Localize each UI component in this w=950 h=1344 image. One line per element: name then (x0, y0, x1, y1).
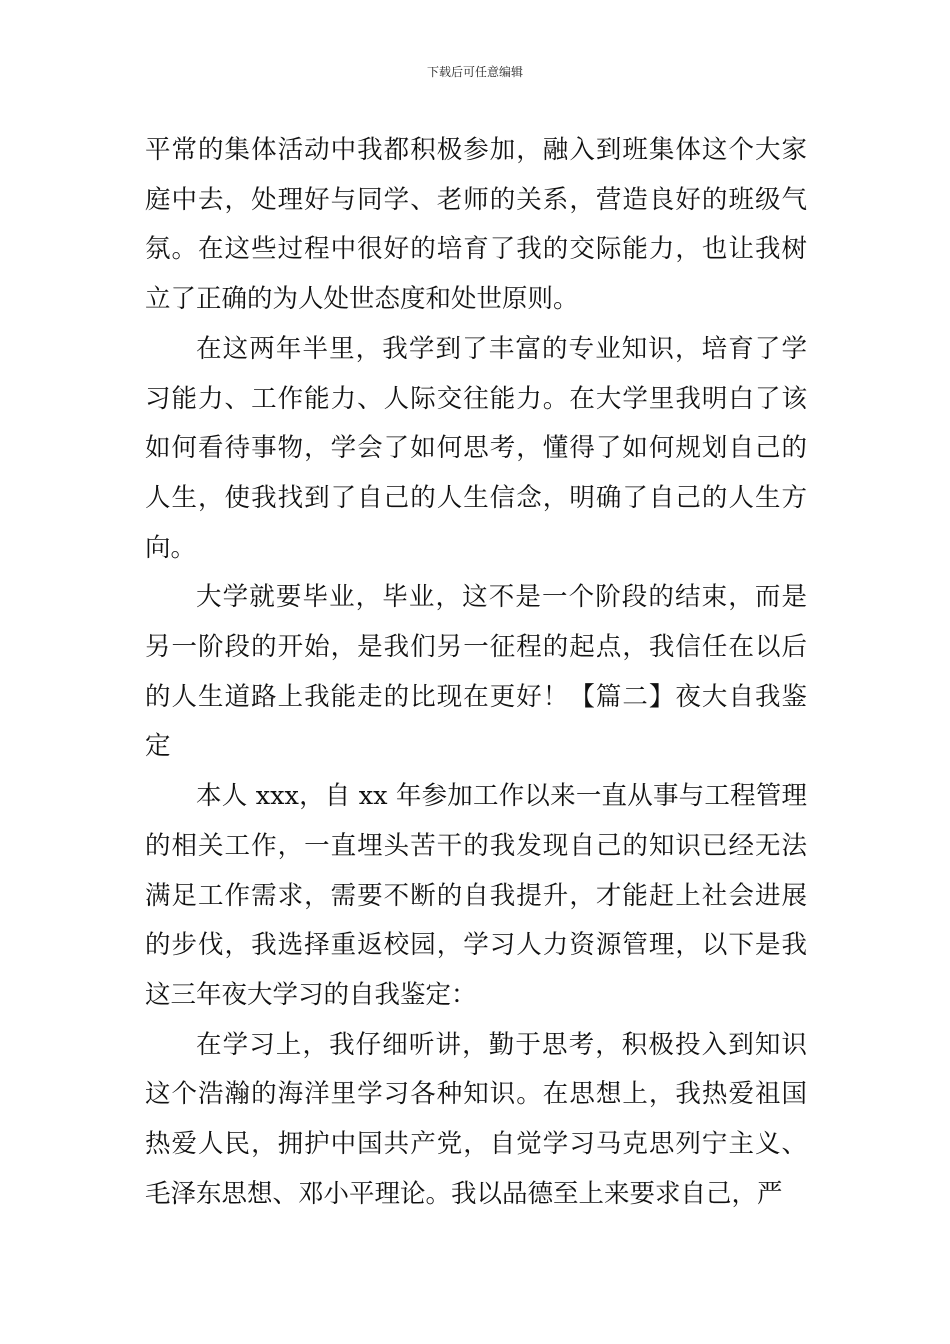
page-header: 下载后可任意编辑 (426, 65, 523, 79)
document-body (145, 126, 807, 1219)
paragraph: 本人 xxx，自 xx 年参加工作以来一直从事与工程管理的相关工作，一直埋头苦干的我发现自己的知识已经无法满足工作需求，需要不断的自我提升，才能赶上社会进展的步伐，我选择重返校园，学习人力资源管理，以下是我这三年夜大学习的自我鉴定： (145, 781, 807, 1010)
paragraph: 在这两年半里，我学到了丰富的专业知识，培育了学习能力、工作能力、人际交往能力。在大学里我明白了该如何看待事物，学会了如何思考，懂得了如何规划自己的人生，使我找到了自己的人生信念，明确了自己的人生方向。 (145, 333, 807, 563)
paragraph: 平常的集体活动中我都积极参加，融入到班集体这个大家庭中去，处理好与同学、老师的关系，营造良好的班级气氛。在这些过程中很好的培育了我的交际能力，也让我树立了正确的为人处世态度和处世原则。 (145, 135, 807, 315)
paragraph: 在学习上，我仔细听讲，勤于思考，积极投入到知识这个浩瀚的海洋里学习各种知识。在思想上，我热爱祖国热爱人民，拥护中国共产党，自觉学习马克思列宁主义、毛泽东思想、邓小平理论。我以品德至上来要求自己，严 (145, 1029, 807, 1209)
paragraph: 大学就要毕业，毕业，这不是一个阶段的结束，而是另一阶段的开始，是我们另一征程的起点，我信任在以后的人生道路上我能走的比现在更好！【篇二】夜大自我鉴定 (145, 582, 807, 762)
